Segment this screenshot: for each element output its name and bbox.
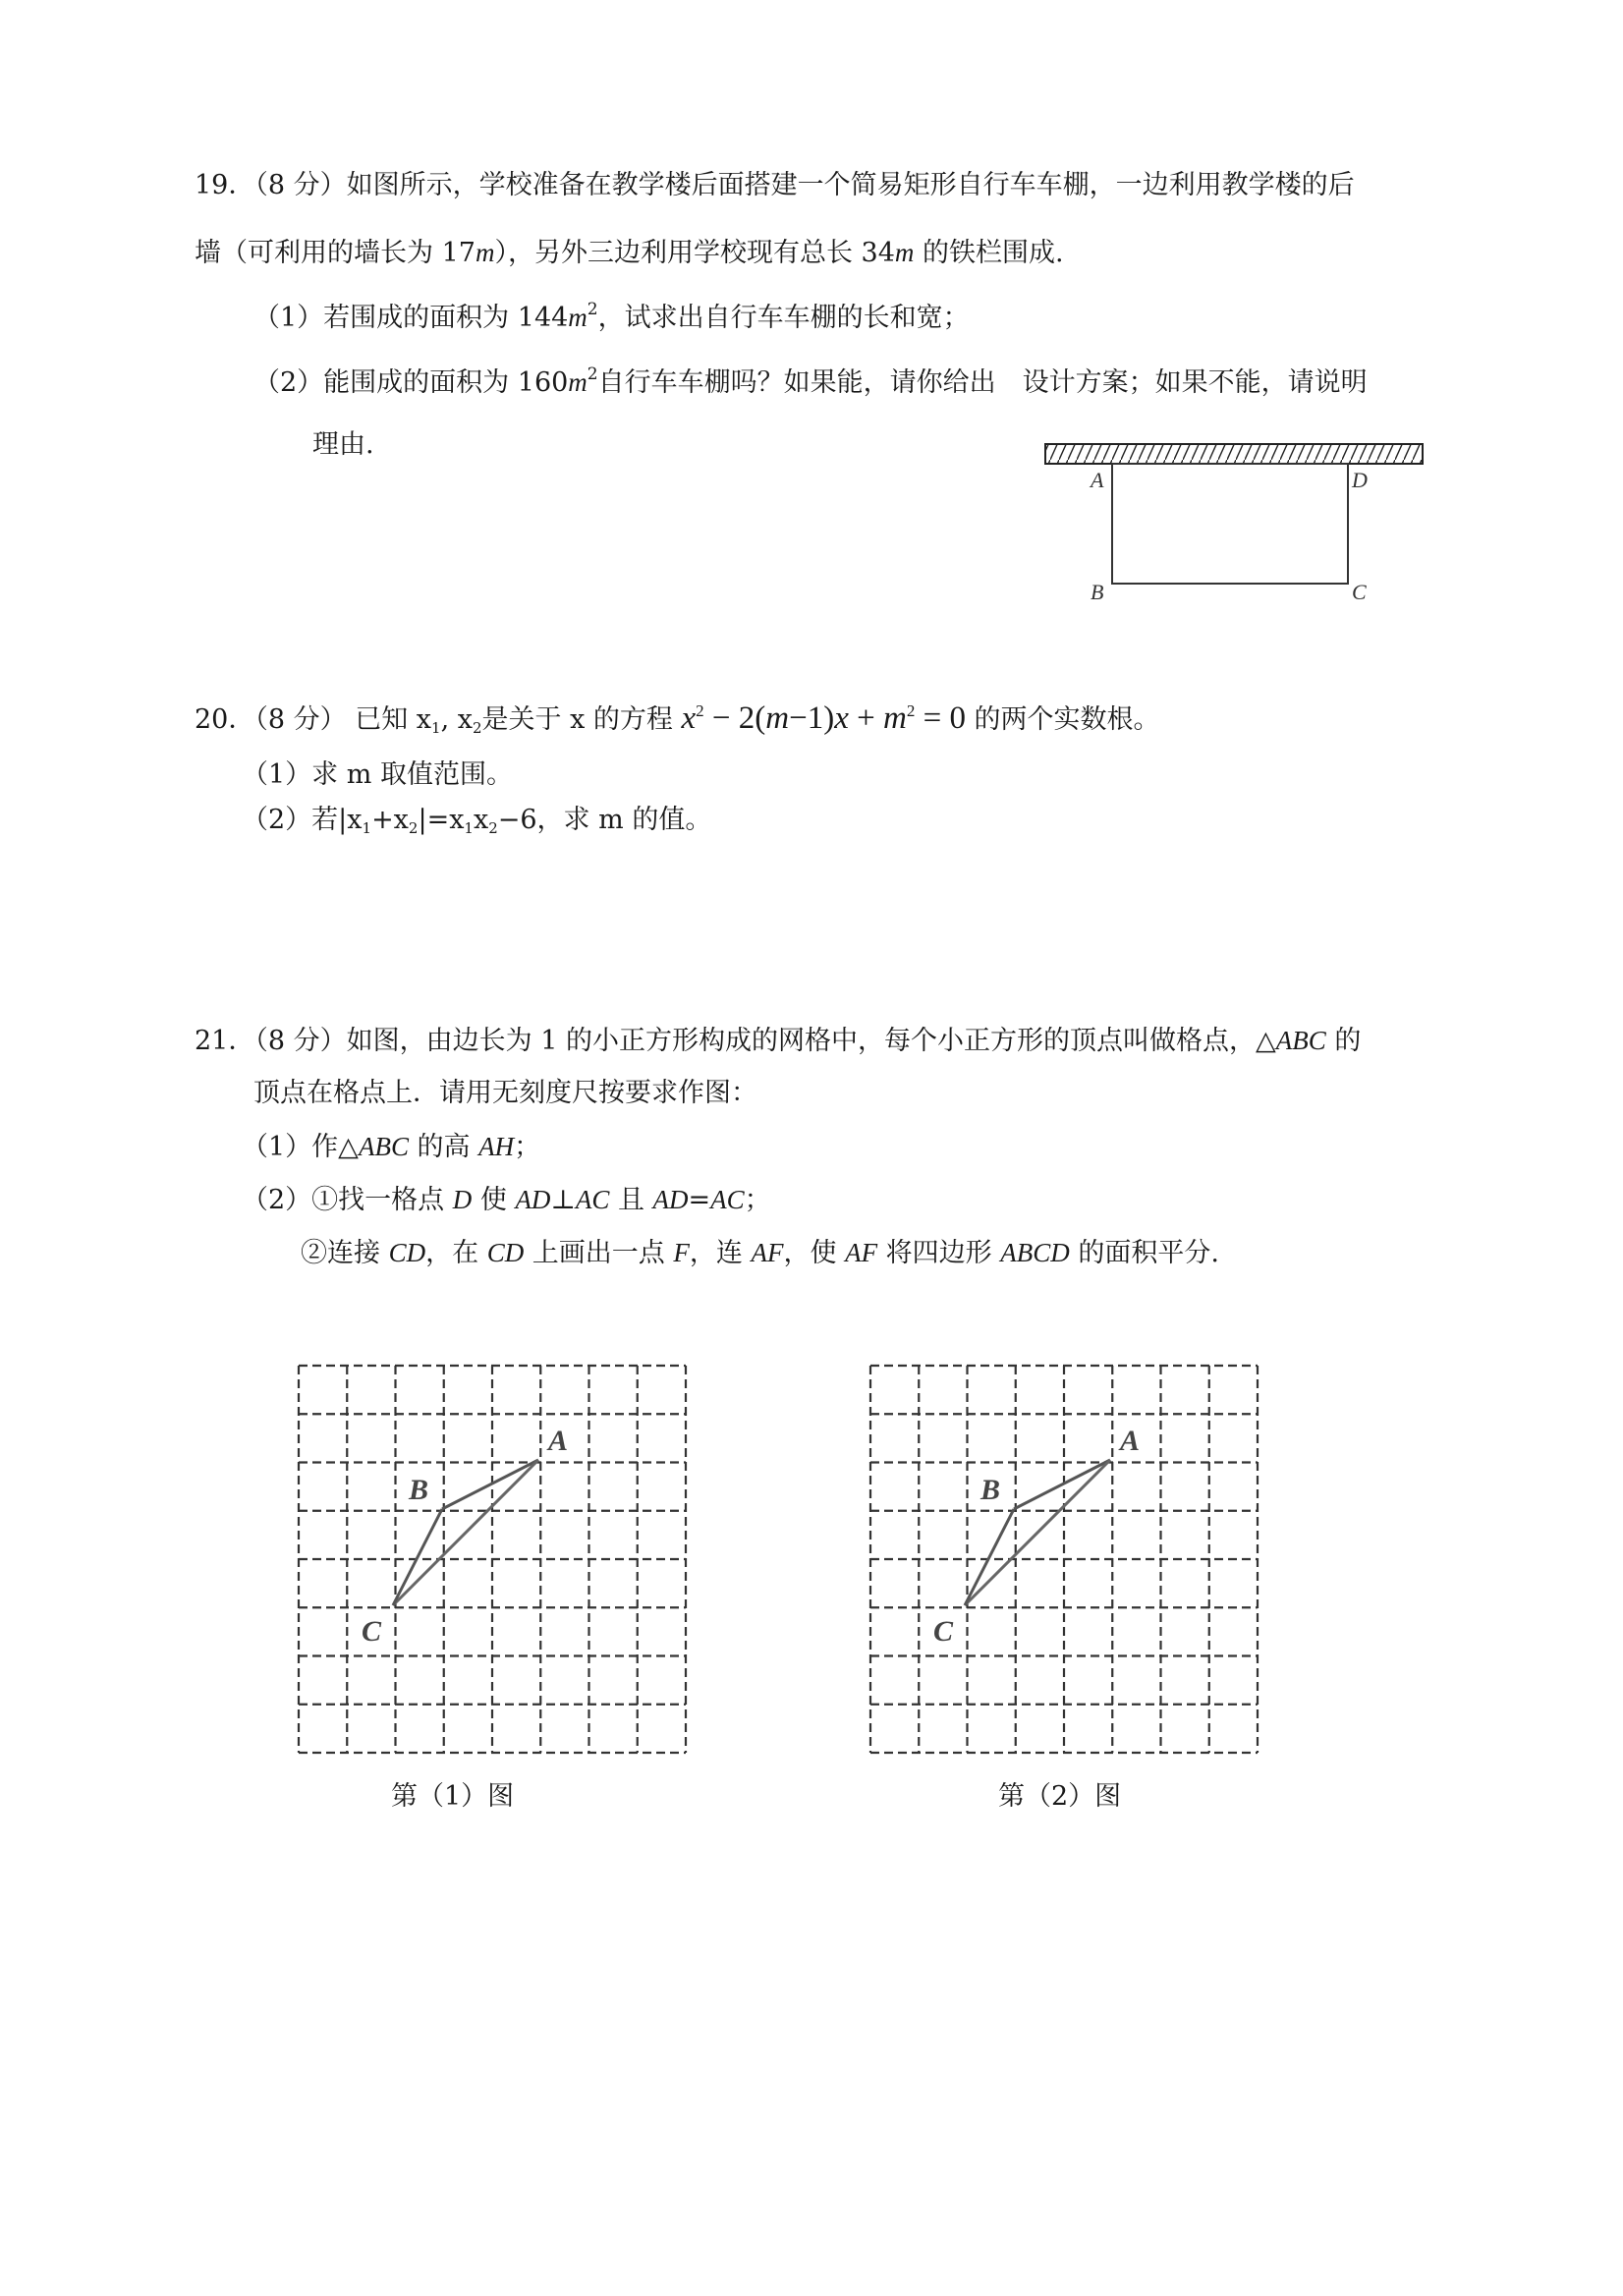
q19-unit-m: m xyxy=(475,238,495,267)
q21-math: ABC xyxy=(1275,1026,1326,1055)
q20-text: x xyxy=(473,805,489,835)
q21-math: AH xyxy=(478,1132,515,1161)
segment-ba xyxy=(442,1460,538,1509)
q21-math: AF xyxy=(751,1238,784,1267)
q21-text: ②连接 xyxy=(301,1238,389,1268)
q19-figure xyxy=(1041,440,1434,617)
q20-text: , x xyxy=(440,704,473,735)
grid-caption-2: 第（2）图 xyxy=(998,1781,1122,1812)
eq-text: − 2( xyxy=(703,700,766,736)
q20-sub1: （1）求 m 取值范围。 xyxy=(242,759,513,790)
q21-line2: 顶点在格点上．请用无刻度尺按要求作图： xyxy=(253,1078,757,1108)
segment-ba xyxy=(1014,1460,1110,1509)
q21-math: CD xyxy=(486,1238,525,1267)
label-C: C xyxy=(933,1615,954,1648)
q19-sub2 xyxy=(253,365,1368,400)
q21-line1 xyxy=(195,1024,1361,1058)
q21-text: 21．（8 分）如图，由边长为 1 的小正方形构成的网格中，每个小正方形的顶点叫做格点，△ xyxy=(195,1026,1276,1056)
q19-line2-a: 墙（可利用的墙长为 17 xyxy=(195,238,476,268)
q21-text: （2）①找一格点 xyxy=(242,1185,453,1215)
q21-math: D xyxy=(452,1185,473,1214)
q21-text: （1）作△ xyxy=(242,1132,359,1162)
q21-text: 将四边形 xyxy=(877,1238,1001,1268)
q20-text: （2）若|x xyxy=(242,805,363,835)
q20-sub2 xyxy=(242,804,711,837)
q20-text: −6，求 m 的值。 xyxy=(497,805,712,835)
rectangle-abcd xyxy=(1112,464,1348,584)
q19-line1: 19．（8 分）如图所示，学校准备在教学楼后面搭建一个简易矩形自行车车棚，一边利用教学楼的后 xyxy=(195,170,1355,200)
q20-text: 20．（8 分） 已知 x xyxy=(195,704,432,735)
q21-sub3 xyxy=(301,1236,1219,1270)
q21-text: 且 xyxy=(609,1185,653,1215)
q19-sub2-a: （2）能围成的面积为 160 xyxy=(253,367,569,398)
grid-lines xyxy=(870,1366,1258,1753)
segment-bc xyxy=(393,1509,442,1605)
grid-caption-1: 第（1）图 xyxy=(391,1781,515,1812)
q20-text: |=x xyxy=(418,805,465,835)
q21-text: 的高 xyxy=(408,1132,479,1162)
q20-sub: 2 xyxy=(472,719,482,737)
q21-math: AC xyxy=(575,1185,610,1214)
q21-text: ⊥ xyxy=(550,1185,576,1215)
q20-sub: 1 xyxy=(464,819,474,837)
q19-sub2-cont: 理由. xyxy=(312,429,374,460)
eq-var: m xyxy=(765,700,790,736)
q21-sub1 xyxy=(242,1130,540,1164)
q19-unit-m: m xyxy=(894,238,915,267)
q19-sup: 2 xyxy=(587,364,598,384)
segment-bc xyxy=(965,1509,1014,1605)
label-A: A xyxy=(548,1425,569,1457)
q21-math: F xyxy=(673,1238,690,1267)
wall-hatch xyxy=(1045,444,1423,464)
eq-text: = 0 xyxy=(915,700,966,736)
q19-sub1-b: ，试求出自行车车棚的长和宽； xyxy=(597,303,970,333)
eq-var: x xyxy=(681,700,697,736)
label-B: B xyxy=(409,1474,429,1506)
q20-sub: 1 xyxy=(362,819,372,837)
q20-sub: 2 xyxy=(488,819,498,837)
eq-sup: 2 xyxy=(696,701,704,720)
q21-math: AF xyxy=(845,1238,878,1267)
q21-math: AC xyxy=(710,1185,745,1214)
q21-math: AD xyxy=(652,1185,689,1214)
q21-text: ，使 xyxy=(783,1238,846,1268)
grid-figure-2 xyxy=(868,1364,1259,1755)
q21-text: = xyxy=(688,1185,711,1215)
q20-text: 的两个实数根。 xyxy=(965,704,1160,735)
q19-sub1-a: （1）若围成的面积为 144 xyxy=(253,303,569,333)
q19-unit-m: m xyxy=(568,367,588,397)
label-B: B xyxy=(1091,580,1104,604)
eq-sup: 2 xyxy=(906,701,916,720)
q21-math: ABCD xyxy=(1000,1238,1070,1267)
eq-var: m xyxy=(883,700,907,736)
label-B: B xyxy=(980,1474,1001,1506)
label-C: C xyxy=(362,1615,382,1648)
q20-text: 是关于 x 的方程 xyxy=(481,704,682,735)
q21-text: ，在 xyxy=(425,1238,487,1268)
q20-text: +x xyxy=(371,805,409,835)
q20-sub: 1 xyxy=(431,719,441,737)
q21-text: ，连 xyxy=(689,1238,752,1268)
q21-text: ； xyxy=(744,1185,771,1215)
q21-text: 上画出一点 xyxy=(524,1238,674,1268)
q21-text: 的 xyxy=(1325,1026,1362,1056)
q20-sub: 2 xyxy=(408,819,419,837)
q21-math: CD xyxy=(388,1238,426,1267)
q21-text: ； xyxy=(514,1132,541,1162)
grid-figure-1 xyxy=(297,1364,688,1755)
label-D: D xyxy=(1352,468,1368,492)
q20-equation xyxy=(682,700,966,736)
q21-math: AD xyxy=(515,1185,551,1214)
q19-sub2-b: 自行车车棚吗？如果能，请你给出 设计方案；如果不能，请说明 xyxy=(597,367,1368,398)
q19-sup: 2 xyxy=(587,300,598,319)
grid-lines xyxy=(299,1366,686,1753)
q19-line2-c: 的铁栏围成. xyxy=(914,238,1064,268)
label-A: A xyxy=(1120,1425,1141,1457)
label-C: C xyxy=(1352,580,1367,604)
q19-unit-m: m xyxy=(568,303,588,332)
eq-text: −1) xyxy=(789,700,835,736)
q21-text: 的面积平分. xyxy=(1069,1238,1219,1268)
q19-sub1 xyxy=(253,301,970,335)
q19-line2-b: ），另外三边利用学校现有总长 34 xyxy=(494,238,895,268)
q19-line2 xyxy=(195,236,1064,270)
q21-math: ABC xyxy=(358,1132,409,1161)
eq-text: + xyxy=(848,700,883,736)
q20-line1 xyxy=(195,698,1160,741)
label-A: A xyxy=(1091,468,1104,492)
q21-sub2 xyxy=(242,1183,771,1217)
q21-text: 使 xyxy=(472,1185,516,1215)
eq-var: x xyxy=(834,700,849,736)
